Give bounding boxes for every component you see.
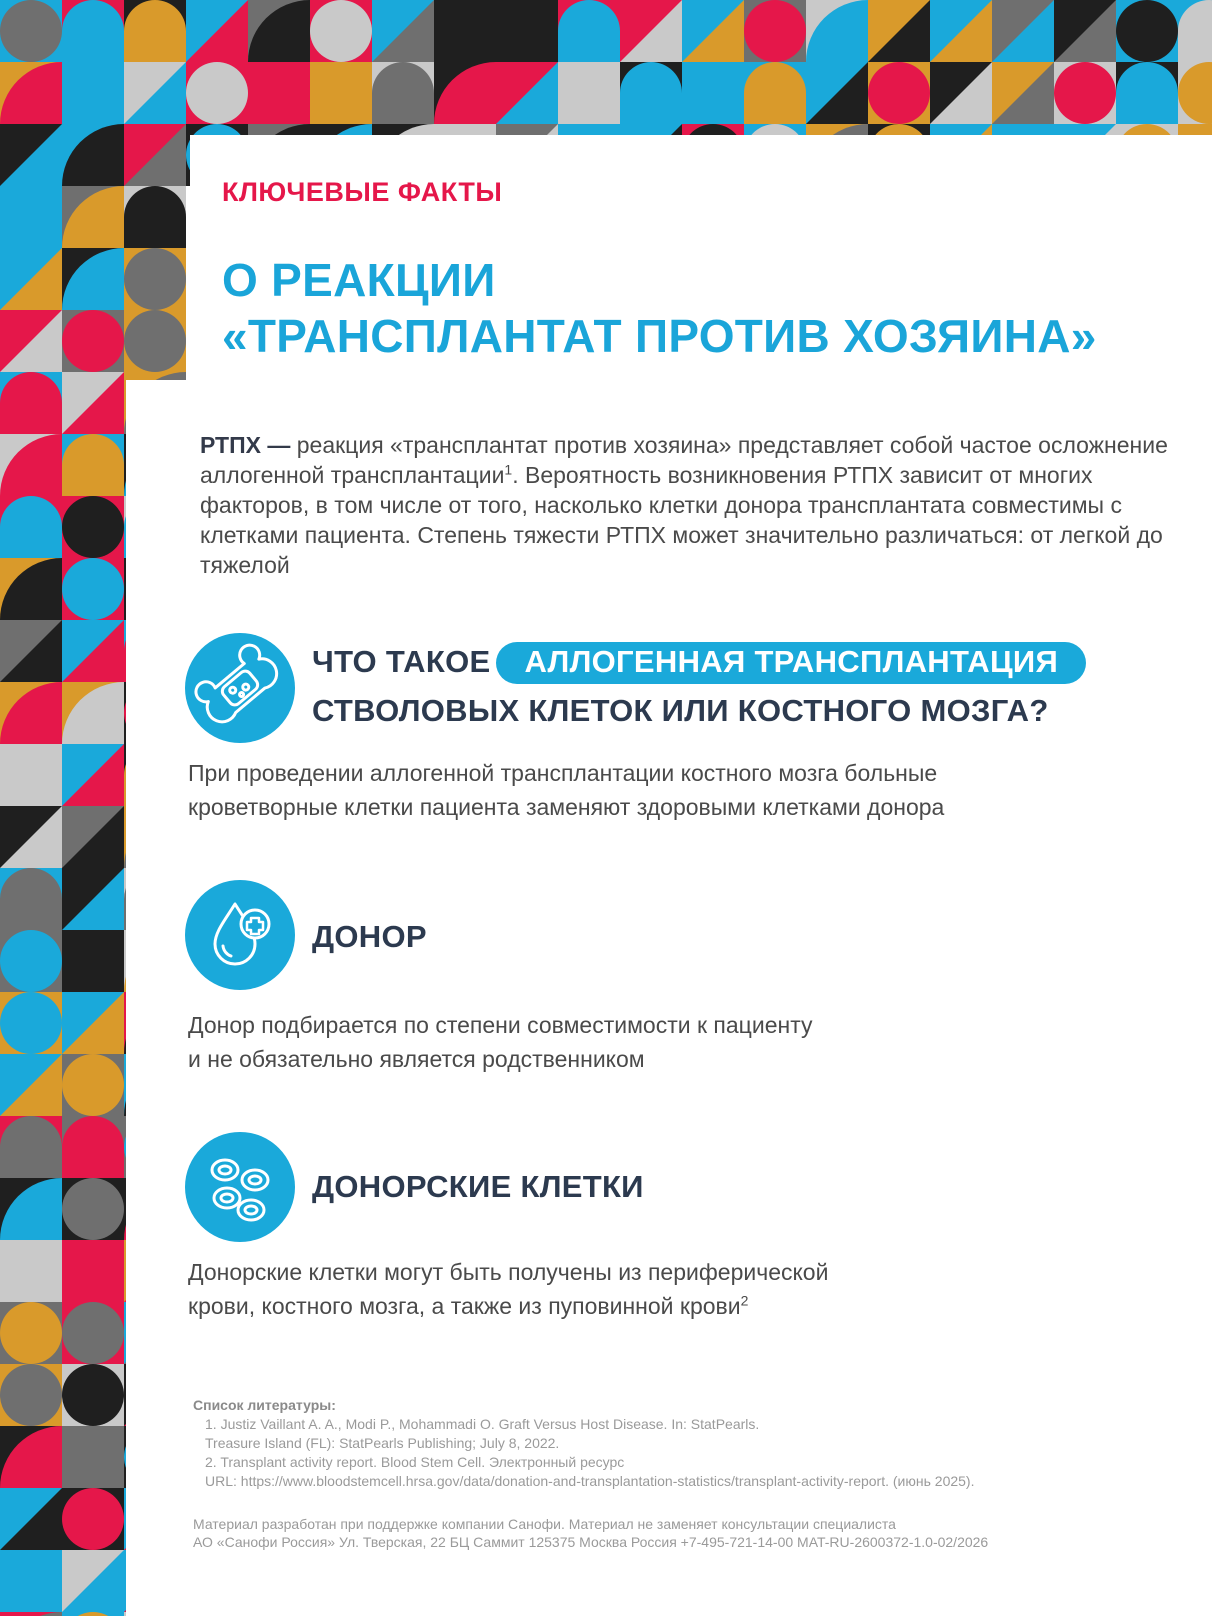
title-line-2: «ТРАНСПЛАНТАТ ПРОТИВ ХОЗЯИНА»	[222, 310, 1097, 362]
intro-ref: 1	[504, 461, 513, 478]
footer-line-1: Материал разработан при поддержке компании Санофи. Материал не заменяет консультации специалиста	[193, 1516, 896, 1532]
section-1-text-line-1: При проведении аллогенной трансплантации костного мозга больные	[188, 760, 938, 786]
reference-1-line-1: 1. Justiz Vaillant A. A., Modi P., Mohammadi O. Graft Versus Host Disease. In: StatPearls.	[205, 1416, 760, 1432]
page-title	[222, 252, 1097, 364]
kicker-label: КЛЮЧЕВЫЕ ФАКТЫ	[222, 177, 503, 207]
reference-item-2	[193, 1453, 1203, 1491]
intro-text-1: реакция «трансплантат против хозяина» представляет собой частое осложнение аллогенной трансплантации	[200, 432, 1168, 488]
blood-drop-cross-icon	[185, 880, 295, 990]
section-3-text-line-2	[188, 1289, 828, 1323]
reference-1-line-2: Treasure Island (FL): StatPearls Publishing; July 8, 2022.	[205, 1435, 560, 1451]
highlight-pill: АЛЛОГЕННАЯ ТРАНСПЛАНТАЦИЯ	[496, 642, 1086, 684]
reference-2-line-1: 2. Transplant activity report. Blood Stem Cell. Электронный ресурс	[205, 1454, 625, 1470]
intro-text-2: . Вероятность возникновения РТПХ зависит от многих факторов, в том числе от того, насколько клетки донора трансплантата совместимы с клетками пациента. Степень тяжести РТПХ может значительно различаться: от легкой до тяжелой	[200, 462, 1163, 578]
section-2-heading: ДОНОР	[312, 919, 427, 954]
section-1-text-line-2: кроветворные клетки пациента заменяют здоровыми клетками донора	[188, 794, 945, 820]
section-3-text-line-2-body: крови, костного мозга, а также из пуповинной крови	[188, 1293, 741, 1319]
title-line-1: О РЕАКЦИИ	[222, 254, 496, 306]
bone-marrow-icon	[185, 633, 295, 743]
section-3-text-line-1: Донорские клетки могут быть получены из периферической	[188, 1259, 829, 1285]
footer	[193, 1515, 1203, 1551]
reference-2-line-2: URL: https://www.bloodstemcell.hrsa.gov/data/donation-and-transplantation-statistics/transplant-activity-report. (июнь 2025).	[205, 1473, 975, 1489]
reference-item-1	[193, 1415, 1203, 1453]
footer-line-2: АО «Санофи Россия» Ул. Тверская, 22 БЦ Саммит 125375 Москва Россия +7-495-721-14-00 MAT-RU-2600372-1.0-02/2026	[193, 1534, 989, 1550]
intro-lead: РТПХ —	[200, 432, 291, 458]
section-1-heading-line-2: СТВОЛОВЫХ КЛЕТОК ИЛИ КОСТНОГО МОЗГА?	[312, 693, 1049, 728]
section-3-ref: 2	[740, 1292, 749, 1309]
cells-icon	[185, 1132, 295, 1242]
section-2-text-line-2: и не обязательно является родственником	[188, 1046, 645, 1072]
section-1-heading-pre: ЧТО ТАКОЕ	[312, 644, 491, 679]
section-2-text	[188, 1008, 812, 1076]
section-3-heading: ДОНОРСКИЕ КЛЕТКИ	[312, 1169, 644, 1204]
references	[193, 1396, 1203, 1491]
section-1-heading	[312, 642, 1086, 684]
section-1-text	[188, 756, 944, 824]
section-3-text	[188, 1255, 828, 1323]
section-2-text-line-1: Донор подбирается по степени совместимости к пациенту	[188, 1012, 813, 1038]
references-title: Список литературы:	[193, 1397, 336, 1413]
intro-paragraph	[200, 430, 1200, 580]
